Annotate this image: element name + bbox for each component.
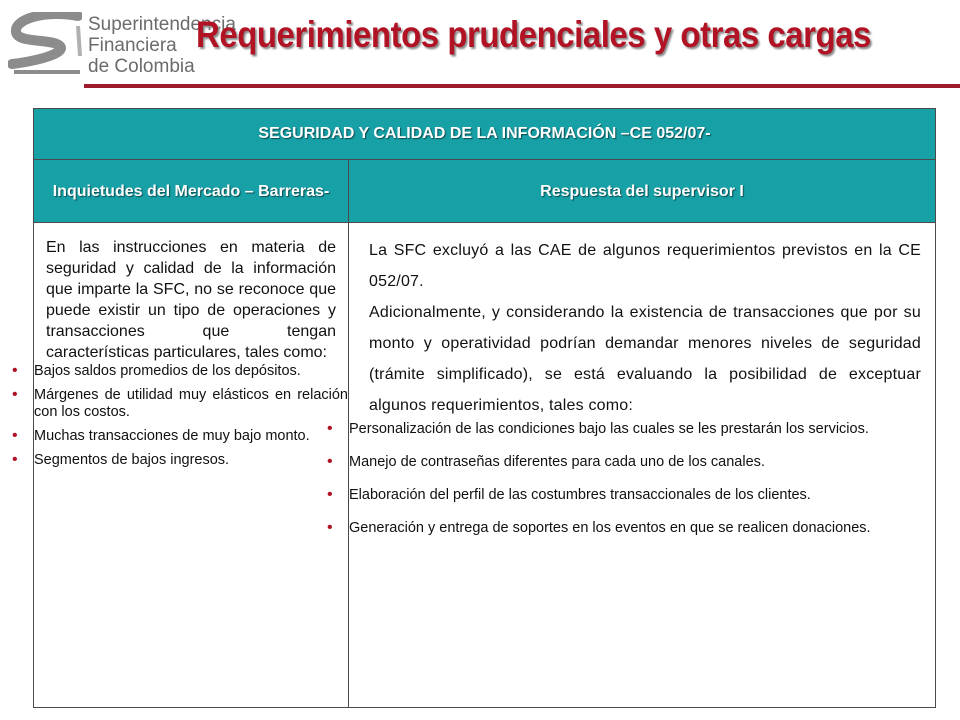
title-divider (84, 84, 960, 88)
list-item: • Elaboración del perfil de las costumbres transaccionales de los clientes. (349, 487, 935, 504)
market-concerns-list (34, 363, 348, 469)
requirements-table (33, 108, 936, 708)
logo-line-3: de Colombia (88, 56, 195, 77)
market-concerns-cell (34, 223, 349, 708)
sfc-logo-mark-icon (8, 12, 82, 74)
logo-line-1: Superintendencia (88, 14, 236, 35)
list-item: • Manejo de contraseñas diferentes para cada uno de los canales. (349, 454, 935, 471)
list-item: • Generación y entrega de soportes en los eventos en que se realicen donaciones. (349, 520, 935, 537)
page-title: Requerimientos prudenciales y otras cargas (196, 14, 871, 55)
supervisor-response-intro (349, 223, 935, 421)
sfc-logo (8, 8, 236, 78)
logo-line-2: Financiera (88, 35, 177, 56)
list-item: • Segmentos de bajos ingresos. (34, 452, 348, 469)
list-item: • Márgenes de utilidad muy elásticos en relación con los costos. (34, 387, 348, 421)
supervisor-response-paragraph-2: Adicionalmente, y considerando la existencia de transacciones que por su monto y operatividad podrían demandar menores niveles de seguridad (trámite simplificado), se está evaluando la posibilidad de exceptuar algunos requerimientos, tales como: (369, 304, 921, 414)
list-item: • Muchas transacciones de muy bajo monto. (34, 428, 348, 445)
market-concerns-intro: En las instrucciones en materia de seguridad y calidad de la información que imparte la SFC, no se reconoce que puede existir un tipo de operaciones y transacciones que tengan características particulares, tales como: (46, 239, 336, 361)
table-title: SEGURIDAD Y CALIDAD DE LA INFORMACIÓN –CE 052/07- (34, 109, 936, 160)
supervisor-response-cell (349, 223, 936, 708)
column-header-market-concerns: Inquietudes del Mercado – Barreras- (34, 160, 349, 223)
column-header-supervisor-response: Respuesta del supervisor I (349, 160, 936, 223)
supervisor-response-list (349, 421, 935, 537)
list-item: • Bajos saldos promedios de los depósitos. (34, 363, 348, 380)
supervisor-response-paragraph-1: La SFC excluyó a las CAE de algunos requerimientos previstos en la CE 052/07. (369, 242, 921, 290)
list-item: • Personalización de las condiciones bajo las cuales se les prestarán los servicios. (349, 421, 935, 438)
